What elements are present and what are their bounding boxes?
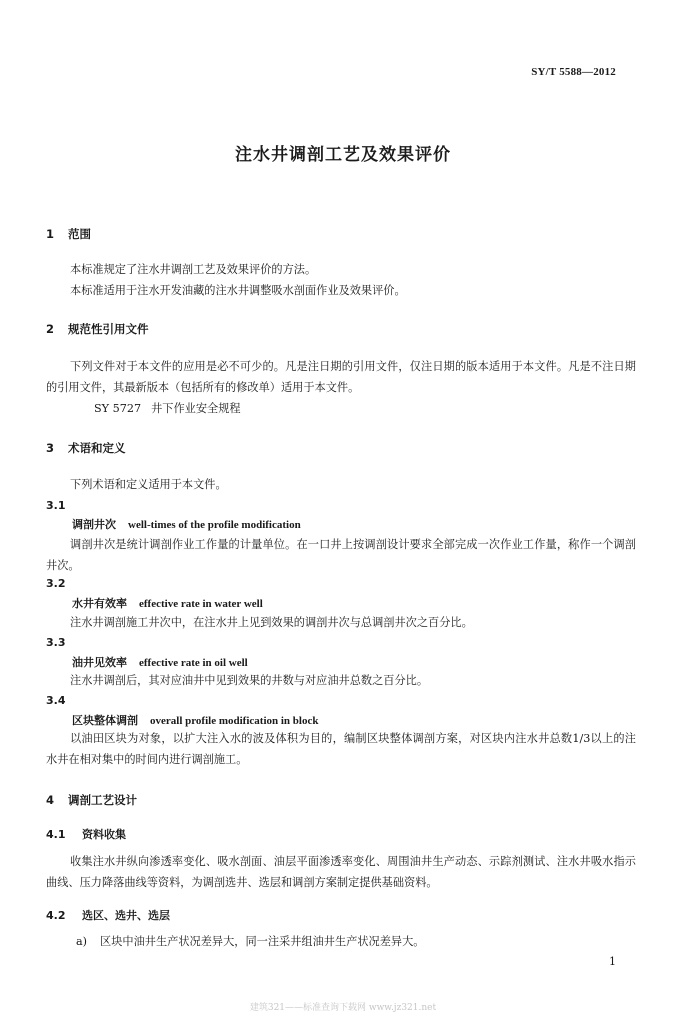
term-heading	[72, 654, 248, 670]
term-chinese: 水井有效率	[72, 597, 127, 610]
list-item-text: 区块中油井生产状况差异大，同一注采井组油井生产状况差异大。	[100, 935, 425, 948]
section-title: 调剖工艺设计	[68, 793, 137, 807]
subsection-4-1-heading	[46, 826, 126, 842]
term-definition: 注水井调剖施工井次中，在注水井上见到效果的调剖井次与总调剖井次之百分比。	[70, 616, 473, 629]
section-number: 4	[46, 793, 55, 807]
section-1-paragraph-1: 本标准规定了注水井调剖工艺及效果评价的方法。	[70, 263, 317, 276]
term-definition: 以油田区块为对象，以扩大注入水的波及体积为目的，编制区块整体调剖方案，对区块内注水井总数1/3以上的注水井在相对集中的时间内进行调剖施工。	[46, 732, 636, 766]
term-heading	[72, 712, 318, 728]
section-title: 规范性引用文件	[68, 322, 149, 336]
term-english: effective rate in water well	[139, 598, 263, 610]
section-title: 范围	[68, 227, 91, 241]
section-number: 1	[46, 227, 55, 241]
term-number: 3.2	[46, 577, 66, 590]
section-number: 3	[46, 441, 55, 455]
subsection-title: 资料收集	[82, 828, 126, 841]
subsection-title: 选区、选井、选层	[82, 909, 170, 922]
term-number: 3.3	[46, 636, 66, 649]
term-heading	[72, 595, 263, 611]
term-english: well-times of the profile modification	[128, 519, 301, 531]
section-number: 2	[46, 322, 55, 336]
subsection-number: 4.1	[46, 828, 66, 841]
standard-number: SY/T 5588—2012	[531, 66, 616, 78]
term-english: overall profile modification in block	[150, 715, 319, 727]
section-2-heading	[46, 321, 149, 337]
term-chinese: 调剖井次	[72, 518, 116, 531]
section-4-heading	[46, 792, 137, 808]
list-item-label: a)	[76, 935, 88, 948]
section-2-paragraph-1: 下列文件对于本文件的应用是必不可少的。凡是注日期的引用文件，仅注日期的版本适用于本文件。凡是不注日期的引用文件，其最新版本（包括所有的修改单）适用于本文件。	[46, 360, 636, 394]
term-chinese: 区块整体调剖	[72, 714, 138, 727]
subsection-4-1-paragraph: 收集注水井纵向渗透率变化、吸水剖面、油层平面渗透率变化、周围油井生产动态、示踪剂测试、注水井吸水指示曲线、压力降落曲线等资料，为调剖选井、选层和调剖方案制定提供基础资料。	[46, 855, 636, 889]
document-title: 注水井调剖工艺及效果评价	[235, 145, 451, 165]
reference-title: 井下作业安全规程	[151, 402, 241, 415]
list-item	[76, 933, 424, 949]
term-english: effective rate in oil well	[139, 657, 248, 669]
term-definition: 调剖井次是统计调剖作业工作量的计量单位。在一口井上按调剖设计要求全部完成一次作业工作量，称作一个调剖井次。	[46, 538, 636, 572]
subsection-4-2-heading	[46, 907, 170, 923]
subsection-number: 4.2	[46, 909, 66, 922]
term-number: 3.1	[46, 499, 66, 512]
section-3-heading	[46, 440, 126, 456]
reference-id: SY 5727	[94, 402, 142, 415]
term-number: 3.4	[46, 694, 66, 707]
section-3-intro: 下列术语和定义适用于本文件。	[70, 478, 227, 491]
section-1-heading	[46, 226, 91, 242]
term-heading	[72, 516, 301, 532]
term-chinese: 油井见效率	[72, 656, 127, 669]
normative-reference	[46, 398, 636, 419]
watermark: 建筑321——标准查询下载网 www.jz321.net	[249, 1003, 437, 1013]
section-1-paragraph-2: 本标准适用于注水开发油藏的注水井调整吸水剖面作业及效果评价。	[70, 284, 406, 297]
page-number: 1	[609, 955, 616, 968]
term-definition: 注水井调剖后，其对应油井中见到效果的井数与对应油井总数之百分比。	[70, 674, 429, 687]
section-title: 术语和定义	[68, 441, 126, 455]
